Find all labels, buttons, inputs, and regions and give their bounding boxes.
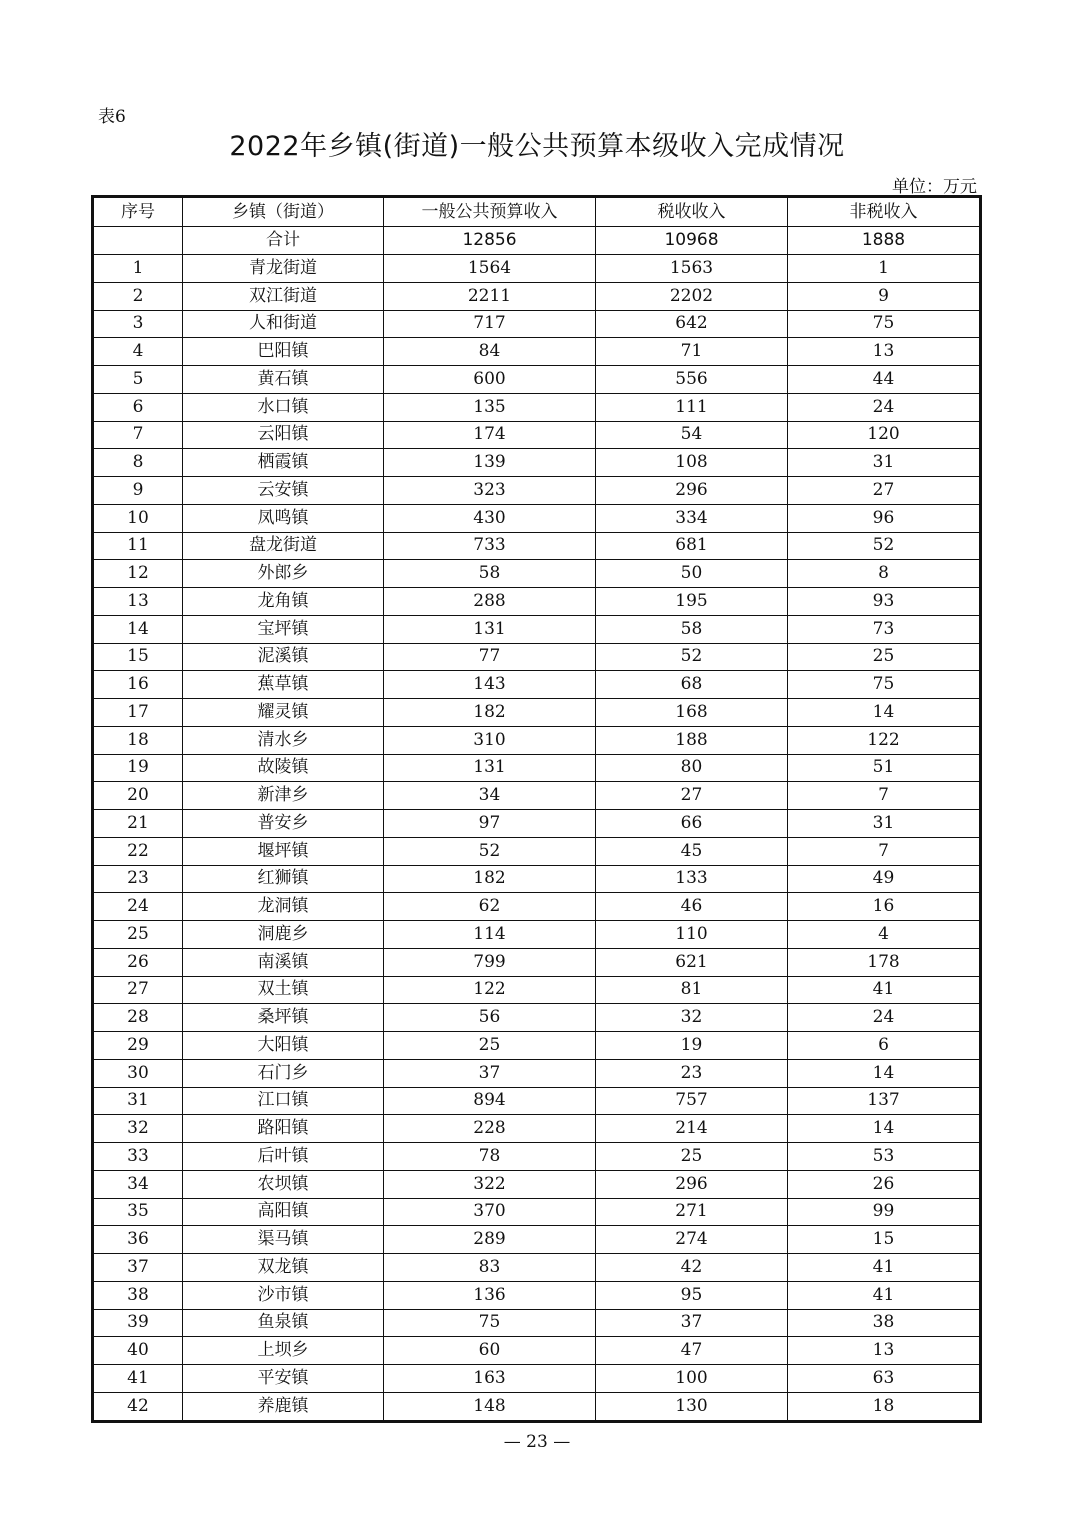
header-township: 乡镇（街道）	[183, 197, 384, 227]
row-township: 上坝乡	[183, 1337, 384, 1365]
row-nontax: 8	[788, 560, 981, 588]
header-budget-revenue: 一般公共预算收入	[384, 197, 596, 227]
row-budget: 2211	[384, 282, 596, 310]
row-nontax: 6	[788, 1032, 981, 1060]
row-township: 路阳镇	[183, 1115, 384, 1143]
row-township: 耀灵镇	[183, 699, 384, 727]
row-no: 31	[93, 1087, 183, 1115]
row-budget: 75	[384, 1309, 596, 1337]
table-row	[93, 1281, 981, 1309]
row-no: 40	[93, 1337, 183, 1365]
row-nontax: 1	[788, 255, 981, 283]
row-nontax: 96	[788, 504, 981, 532]
row-tax: 133	[596, 865, 788, 893]
row-nontax: 13	[788, 1337, 981, 1365]
table-row	[93, 255, 981, 283]
row-tax: 47	[596, 1337, 788, 1365]
table-row	[93, 366, 981, 394]
row-no: 8	[93, 449, 183, 477]
row-no: 36	[93, 1226, 183, 1254]
row-no: 17	[93, 699, 183, 727]
row-township: 水口镇	[183, 393, 384, 421]
row-township: 大阳镇	[183, 1032, 384, 1060]
table-row	[93, 1059, 981, 1087]
header-tax-revenue: 税收收入	[596, 197, 788, 227]
row-nontax: 13	[788, 338, 981, 366]
row-tax: 271	[596, 1198, 788, 1226]
row-nontax: 63	[788, 1365, 981, 1393]
table-row	[93, 1309, 981, 1337]
row-budget: 25	[384, 1032, 596, 1060]
table-row	[93, 671, 981, 699]
row-budget: 56	[384, 1004, 596, 1032]
row-budget: 77	[384, 643, 596, 671]
row-tax: 296	[596, 1170, 788, 1198]
row-budget: 78	[384, 1143, 596, 1171]
table-row	[93, 865, 981, 893]
row-tax: 45	[596, 837, 788, 865]
row-no: 10	[93, 504, 183, 532]
table-row	[93, 1226, 981, 1254]
row-budget: 122	[384, 976, 596, 1004]
row-tax: 52	[596, 643, 788, 671]
row-township: 泥溪镇	[183, 643, 384, 671]
table-row	[93, 948, 981, 976]
table-row	[93, 310, 981, 338]
table-row	[93, 449, 981, 477]
row-tax: 80	[596, 754, 788, 782]
row-budget: 139	[384, 449, 596, 477]
row-township: 宝坪镇	[183, 615, 384, 643]
row-township: 双土镇	[183, 976, 384, 1004]
row-tax: 274	[596, 1226, 788, 1254]
row-budget: 174	[384, 421, 596, 449]
row-budget: 323	[384, 477, 596, 505]
row-township: 外郎乡	[183, 560, 384, 588]
budget-table	[91, 195, 982, 1423]
table-number: 表6	[98, 107, 126, 127]
row-tax: 71	[596, 338, 788, 366]
row-budget: 62	[384, 893, 596, 921]
row-no: 27	[93, 976, 183, 1004]
table-row	[93, 921, 981, 949]
row-no: 29	[93, 1032, 183, 1060]
table-row	[93, 1004, 981, 1032]
row-nontax: 14	[788, 1059, 981, 1087]
row-budget: 310	[384, 726, 596, 754]
row-budget: 131	[384, 615, 596, 643]
document-title: 2022年乡镇(街道)一般公共预算本级收入完成情况	[229, 131, 845, 162]
row-township: 云阳镇	[183, 421, 384, 449]
row-tax: 2202	[596, 282, 788, 310]
row-tax: 108	[596, 449, 788, 477]
row-no: 41	[93, 1365, 183, 1393]
row-budget: 600	[384, 366, 596, 394]
row-nontax: 75	[788, 671, 981, 699]
row-tax: 25	[596, 1143, 788, 1171]
row-no: 20	[93, 782, 183, 810]
row-nontax: 49	[788, 865, 981, 893]
table-row	[93, 1198, 981, 1226]
row-no: 9	[93, 477, 183, 505]
row-budget: 733	[384, 532, 596, 560]
table-row	[93, 699, 981, 727]
table-row	[93, 1143, 981, 1171]
row-nontax: 26	[788, 1170, 981, 1198]
row-budget: 370	[384, 1198, 596, 1226]
row-no: 37	[93, 1254, 183, 1282]
row-no: 39	[93, 1309, 183, 1337]
row-township: 南溪镇	[183, 948, 384, 976]
row-no: 14	[93, 615, 183, 643]
row-township: 新津乡	[183, 782, 384, 810]
row-township: 堰坪镇	[183, 837, 384, 865]
row-nontax: 7	[788, 782, 981, 810]
row-no: 24	[93, 893, 183, 921]
row-tax: 1563	[596, 255, 788, 283]
row-tax: 27	[596, 782, 788, 810]
row-nontax: 24	[788, 1004, 981, 1032]
table-row	[93, 1337, 981, 1365]
row-no: 38	[93, 1281, 183, 1309]
row-tax: 195	[596, 588, 788, 616]
row-no: 21	[93, 810, 183, 838]
table-row	[93, 1115, 981, 1143]
row-nontax: 18	[788, 1392, 981, 1421]
table-row	[93, 1087, 981, 1115]
row-no: 18	[93, 726, 183, 754]
row-nontax: 31	[788, 449, 981, 477]
row-no: 35	[93, 1198, 183, 1226]
table-row	[93, 1170, 981, 1198]
unit-label: 单位：万元	[892, 177, 977, 197]
row-township: 平安镇	[183, 1365, 384, 1393]
row-nontax: 31	[788, 810, 981, 838]
row-budget: 288	[384, 588, 596, 616]
row-budget: 135	[384, 393, 596, 421]
table-row	[93, 393, 981, 421]
row-budget: 143	[384, 671, 596, 699]
row-tax: 168	[596, 699, 788, 727]
row-no: 26	[93, 948, 183, 976]
row-no: 13	[93, 588, 183, 616]
total-label: 合计	[183, 227, 384, 255]
row-budget: 97	[384, 810, 596, 838]
row-township: 普安乡	[183, 810, 384, 838]
table-header-row	[93, 197, 981, 227]
row-township: 盘龙街道	[183, 532, 384, 560]
row-no: 7	[93, 421, 183, 449]
row-township: 桑坪镇	[183, 1004, 384, 1032]
row-township: 蕉草镇	[183, 671, 384, 699]
row-nontax: 99	[788, 1198, 981, 1226]
row-budget: 34	[384, 782, 596, 810]
table-row	[93, 477, 981, 505]
row-nontax: 14	[788, 1115, 981, 1143]
row-nontax: 14	[788, 699, 981, 727]
row-nontax: 93	[788, 588, 981, 616]
row-tax: 42	[596, 1254, 788, 1282]
row-no: 11	[93, 532, 183, 560]
row-tax: 642	[596, 310, 788, 338]
row-no: 23	[93, 865, 183, 893]
row-township: 洞鹿乡	[183, 921, 384, 949]
table-row	[93, 282, 981, 310]
row-township: 双龙镇	[183, 1254, 384, 1282]
row-tax: 46	[596, 893, 788, 921]
row-budget: 289	[384, 1226, 596, 1254]
table-row	[93, 1365, 981, 1393]
row-budget: 799	[384, 948, 596, 976]
row-tax: 54	[596, 421, 788, 449]
row-no: 16	[93, 671, 183, 699]
row-budget: 163	[384, 1365, 596, 1393]
row-tax: 556	[596, 366, 788, 394]
header-no: 序号	[93, 197, 183, 227]
row-no: 15	[93, 643, 183, 671]
table-row	[93, 560, 981, 588]
row-tax: 130	[596, 1392, 788, 1421]
total-budget: 12856	[384, 227, 596, 255]
row-tax: 214	[596, 1115, 788, 1143]
row-no: 22	[93, 837, 183, 865]
table-row	[93, 615, 981, 643]
row-budget: 114	[384, 921, 596, 949]
row-no: 3	[93, 310, 183, 338]
row-tax: 111	[596, 393, 788, 421]
row-nontax: 15	[788, 1226, 981, 1254]
row-tax: 334	[596, 504, 788, 532]
row-no: 4	[93, 338, 183, 366]
row-township: 栖霞镇	[183, 449, 384, 477]
row-township: 石门乡	[183, 1059, 384, 1087]
row-budget: 894	[384, 1087, 596, 1115]
row-nontax: 16	[788, 893, 981, 921]
row-township: 黄石镇	[183, 366, 384, 394]
row-budget: 83	[384, 1254, 596, 1282]
table-row	[93, 726, 981, 754]
table-row	[93, 504, 981, 532]
row-no: 42	[93, 1392, 183, 1421]
row-tax: 32	[596, 1004, 788, 1032]
row-budget: 58	[384, 560, 596, 588]
table-row	[93, 643, 981, 671]
row-budget: 136	[384, 1281, 596, 1309]
total-no	[93, 227, 183, 255]
row-budget: 228	[384, 1115, 596, 1143]
row-budget: 60	[384, 1337, 596, 1365]
table-row	[93, 1032, 981, 1060]
row-tax: 81	[596, 976, 788, 1004]
row-no: 32	[93, 1115, 183, 1143]
row-township: 巴阳镇	[183, 338, 384, 366]
row-no: 28	[93, 1004, 183, 1032]
row-budget: 182	[384, 699, 596, 727]
row-no: 19	[93, 754, 183, 782]
row-budget: 430	[384, 504, 596, 532]
total-row	[93, 227, 981, 255]
row-tax: 296	[596, 477, 788, 505]
row-tax: 68	[596, 671, 788, 699]
row-nontax: 52	[788, 532, 981, 560]
row-budget: 182	[384, 865, 596, 893]
row-nontax: 7	[788, 837, 981, 865]
header-nontax-revenue: 非税收入	[788, 197, 981, 227]
row-township: 人和街道	[183, 310, 384, 338]
table-row	[93, 754, 981, 782]
table-row	[93, 810, 981, 838]
row-no: 34	[93, 1170, 183, 1198]
row-township: 农坝镇	[183, 1170, 384, 1198]
row-tax: 681	[596, 532, 788, 560]
row-township: 后叶镇	[183, 1143, 384, 1171]
table-row	[93, 338, 981, 366]
row-tax: 37	[596, 1309, 788, 1337]
row-no: 1	[93, 255, 183, 283]
row-nontax: 25	[788, 643, 981, 671]
row-budget: 84	[384, 338, 596, 366]
row-tax: 621	[596, 948, 788, 976]
row-budget: 148	[384, 1392, 596, 1421]
row-nontax: 44	[788, 366, 981, 394]
table-row	[93, 1254, 981, 1282]
row-nontax: 122	[788, 726, 981, 754]
row-tax: 100	[596, 1365, 788, 1393]
page-number: — 23 —	[503, 1432, 571, 1452]
row-no: 2	[93, 282, 183, 310]
row-township: 鱼泉镇	[183, 1309, 384, 1337]
row-nontax: 4	[788, 921, 981, 949]
row-nontax: 38	[788, 1309, 981, 1337]
row-tax: 757	[596, 1087, 788, 1115]
row-budget: 52	[384, 837, 596, 865]
row-nontax: 41	[788, 1281, 981, 1309]
row-township: 红狮镇	[183, 865, 384, 893]
row-no: 33	[93, 1143, 183, 1171]
table-row	[93, 1392, 981, 1421]
row-township: 渠马镇	[183, 1226, 384, 1254]
table-row	[93, 421, 981, 449]
row-township: 云安镇	[183, 477, 384, 505]
row-township: 养鹿镇	[183, 1392, 384, 1421]
row-township: 沙市镇	[183, 1281, 384, 1309]
row-no: 5	[93, 366, 183, 394]
row-tax: 66	[596, 810, 788, 838]
row-nontax: 41	[788, 976, 981, 1004]
row-tax: 50	[596, 560, 788, 588]
row-nontax: 120	[788, 421, 981, 449]
row-tax: 23	[596, 1059, 788, 1087]
row-tax: 19	[596, 1032, 788, 1060]
row-township: 江口镇	[183, 1087, 384, 1115]
row-budget: 37	[384, 1059, 596, 1087]
row-nontax: 51	[788, 754, 981, 782]
row-nontax: 75	[788, 310, 981, 338]
row-budget: 131	[384, 754, 596, 782]
table-row	[93, 976, 981, 1004]
row-no: 6	[93, 393, 183, 421]
row-nontax: 9	[788, 282, 981, 310]
table-row	[93, 893, 981, 921]
row-township: 高阳镇	[183, 1198, 384, 1226]
table-row	[93, 532, 981, 560]
row-no: 25	[93, 921, 183, 949]
row-township: 清水乡	[183, 726, 384, 754]
row-nontax: 73	[788, 615, 981, 643]
row-tax: 188	[596, 726, 788, 754]
row-nontax: 41	[788, 1254, 981, 1282]
table-row	[93, 837, 981, 865]
row-tax: 58	[596, 615, 788, 643]
row-township: 青龙街道	[183, 255, 384, 283]
row-nontax: 137	[788, 1087, 981, 1115]
row-no: 30	[93, 1059, 183, 1087]
row-nontax: 27	[788, 477, 981, 505]
row-budget: 322	[384, 1170, 596, 1198]
row-budget: 1564	[384, 255, 596, 283]
row-township: 凤鸣镇	[183, 504, 384, 532]
row-township: 龙角镇	[183, 588, 384, 616]
row-nontax: 178	[788, 948, 981, 976]
total-tax: 10968	[596, 227, 788, 255]
row-budget: 717	[384, 310, 596, 338]
row-no: 12	[93, 560, 183, 588]
table-row	[93, 782, 981, 810]
row-nontax: 53	[788, 1143, 981, 1171]
row-nontax: 24	[788, 393, 981, 421]
row-township: 龙洞镇	[183, 893, 384, 921]
row-tax: 110	[596, 921, 788, 949]
total-nontax: 1888	[788, 227, 981, 255]
row-tax: 95	[596, 1281, 788, 1309]
row-township: 故陵镇	[183, 754, 384, 782]
row-township: 双江街道	[183, 282, 384, 310]
table-row	[93, 588, 981, 616]
